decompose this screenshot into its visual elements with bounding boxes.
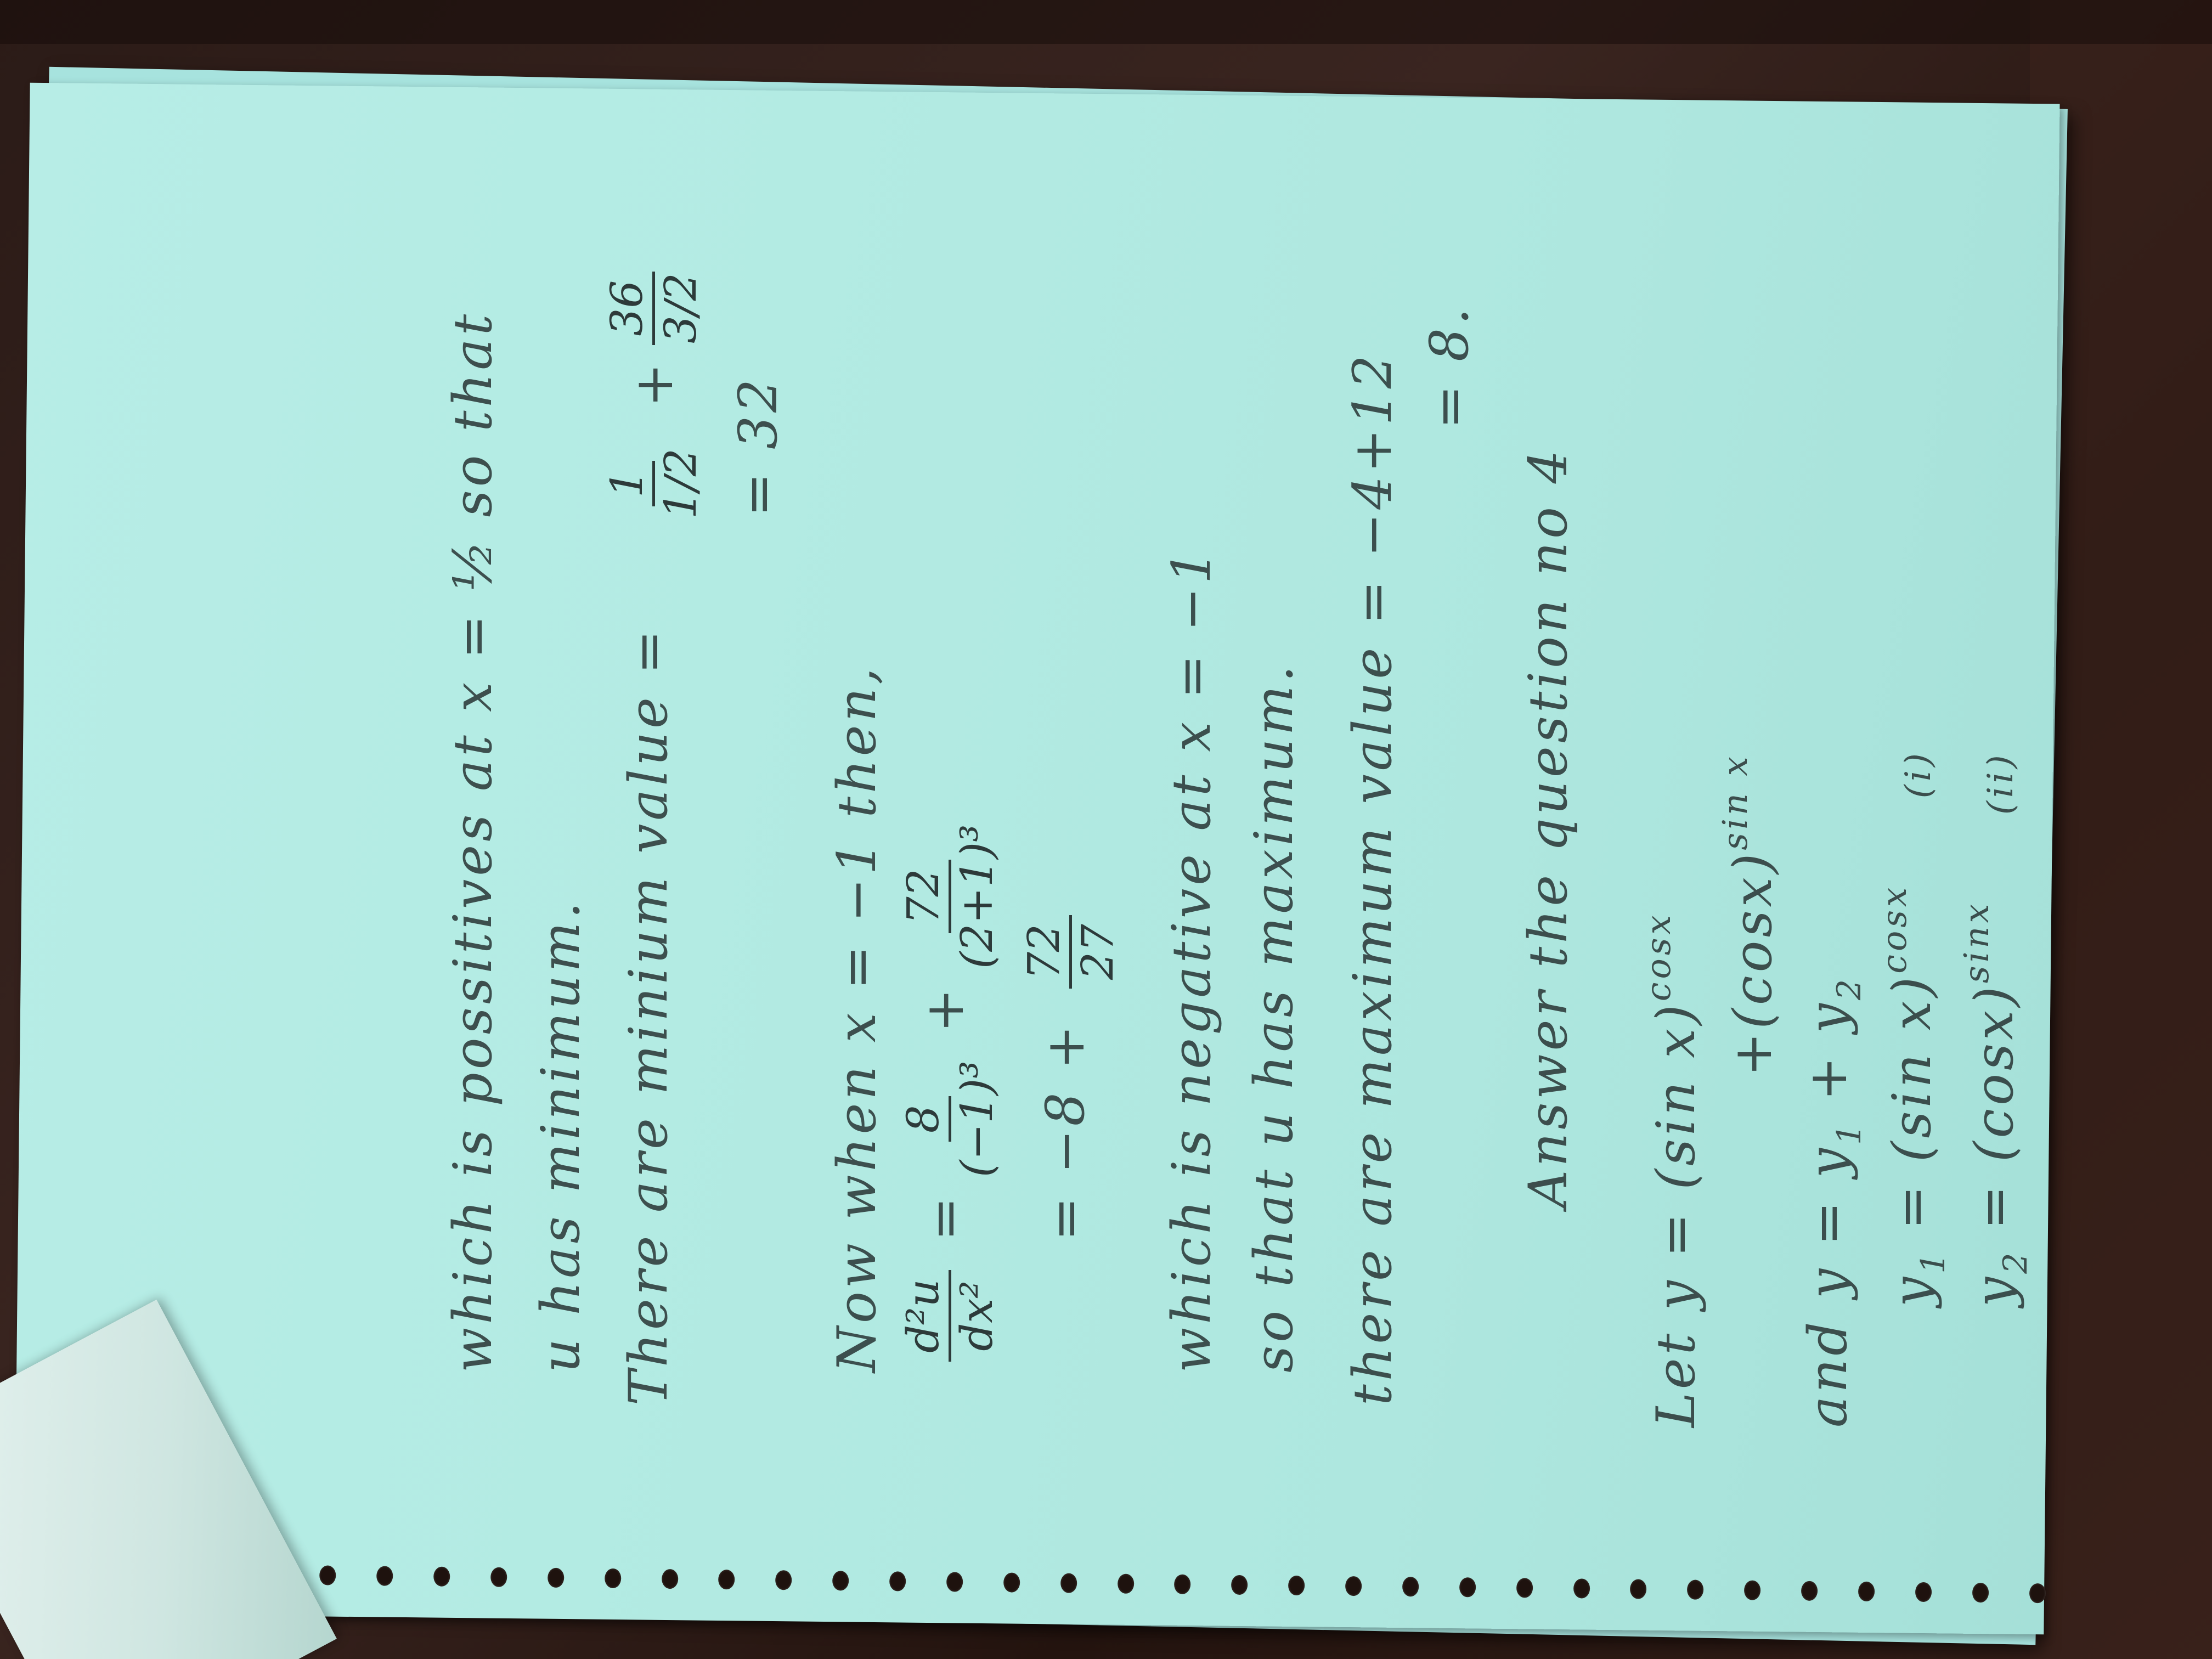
equation-tag-ii: (ii) [1980, 752, 2021, 815]
equation-tag-i: (i) [1898, 749, 1939, 799]
y1-expression: = (sin x) [1881, 973, 1943, 1250]
text-line-3: There are minium value = [618, 627, 679, 1406]
second-derivative [898, 1270, 1002, 1362]
fraction-5-denominator: 27 [1072, 924, 1123, 980]
fraction-4-denominator: (2+1)³ [951, 824, 1002, 969]
fraction-5 [1018, 915, 1123, 989]
fraction-3-numerator: 8 [898, 1096, 951, 1142]
fraction-3-denominator: (−1)³ [951, 1060, 1002, 1177]
exponent-cosx: cosx [1874, 884, 1914, 974]
y2-expression: = (cosx) [1963, 983, 2025, 1250]
second-derivative-denominator: dx² [951, 1280, 1002, 1351]
fraction-1-numerator: 1 [601, 461, 655, 506]
handwritten-math [146, 89, 2066, 1570]
text-line-11 [1638, 912, 1707, 1427]
exponent-sinx: sin x [1715, 753, 1755, 850]
fraction-4 [898, 816, 1002, 978]
let-y-expression: Let y = (sin x) [1645, 1001, 1707, 1427]
plus-sign-2: + [914, 985, 975, 1032]
plus-sign-1: + [623, 359, 685, 407]
fraction-2-denominator: 3/2 [655, 273, 706, 343]
second-derivative-numerator: d²u [898, 1270, 951, 1362]
equals-sign-1: = [914, 1193, 975, 1241]
subscript-2: 2 [1830, 975, 1869, 1001]
equals-line-2: = −8 + [1035, 1022, 1096, 1241]
text-line-1: which is possitives at x = ½ so that [442, 311, 504, 1373]
result-8: = 8. [1419, 304, 1480, 429]
text-line-14 [1874, 750, 1953, 1307]
text-line-8: so that u has maximum. [1243, 662, 1305, 1373]
text-line-2: u has minimum. [530, 899, 591, 1373]
text-line-10: Answer the question no 4 [1517, 447, 1579, 1208]
text-line-9: there are maximum value = −4+12 [1342, 352, 1403, 1406]
y2-symbol: y [1963, 1273, 2025, 1307]
fraction-2-numerator: 36 [601, 272, 655, 345]
text-line-13 [1797, 976, 1869, 1427]
subscript-1: 1 [1830, 1120, 1869, 1146]
text-line-15 [1956, 752, 2035, 1307]
result-32: = 32 [727, 375, 789, 517]
fraction-5-numerator: 72 [1018, 915, 1072, 989]
y1-symbol: y [1881, 1273, 1943, 1307]
subscript-1: 1 [1914, 1249, 1953, 1274]
fraction-1-denominator: 1/2 [655, 448, 706, 519]
fraction-1 [601, 439, 706, 528]
text-line-4: Now when x = −1 then, [826, 664, 888, 1373]
subscript-2: 2 [1996, 1249, 2035, 1274]
plus-y: + y [1797, 1000, 1859, 1121]
fraction-2 [601, 264, 706, 352]
fraction-3 [898, 1052, 1002, 1186]
cosx-term: +(cosx) [1722, 850, 1784, 1076]
exponent-cosx: cosx [1638, 912, 1678, 1002]
text-line-12 [1715, 753, 1784, 1076]
fraction-4-numerator: 72 [898, 860, 951, 933]
and-y-expression: and y = y [1797, 1145, 1859, 1427]
text-line-7: which is negative at x = −1 [1161, 547, 1222, 1373]
exponent-sinx: sinx [1956, 900, 1996, 984]
